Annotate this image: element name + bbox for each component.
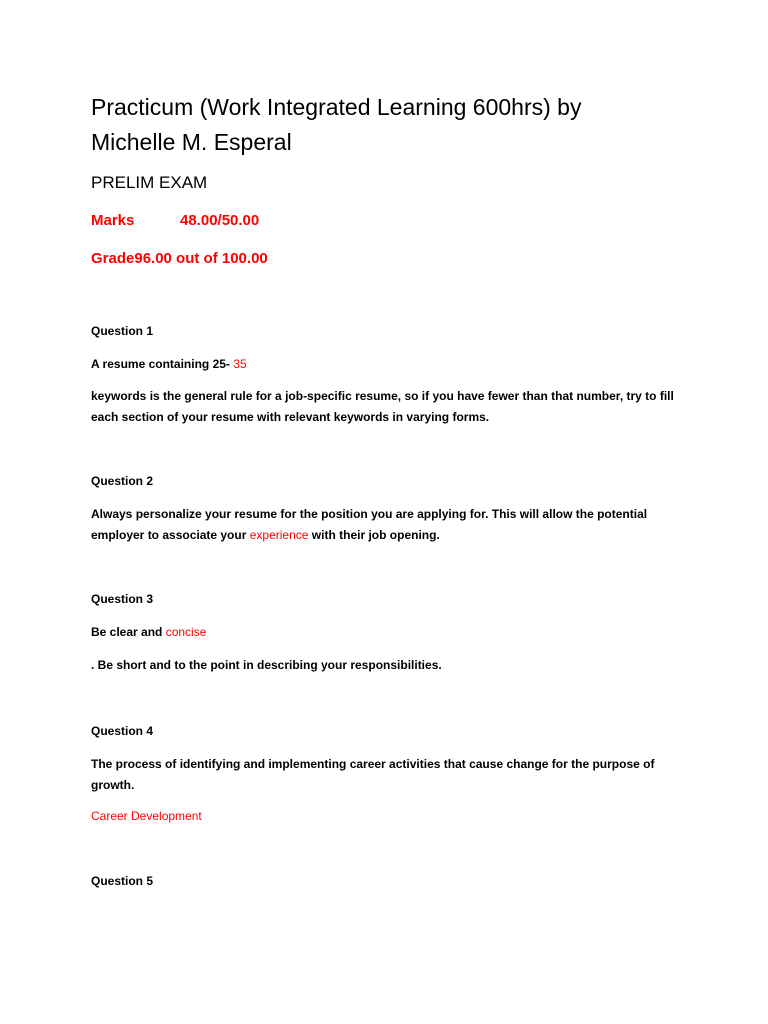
question-5-label: Question 5 <box>91 874 154 888</box>
question-3-prompt <box>91 622 681 643</box>
question-3-label: Question 3 <box>91 592 154 606</box>
question-4-prompt: The process of identifying and implementing career activities that cause change for the purpose of growth. <box>91 757 655 792</box>
document-title <box>91 90 681 160</box>
question-2-answer: experience <box>249 528 309 542</box>
marks-value: 48.00/50.00 <box>180 212 260 229</box>
question-3-answer: concise <box>165 625 207 639</box>
question-1-answer: 35 <box>233 357 247 371</box>
question-2-prompt-before: Always personalize your resume for the position you are applying for. This will allow the potential employer to associate your <box>91 507 648 542</box>
question-2-label: Question 2 <box>91 474 154 488</box>
question-2-prompt <box>91 504 681 546</box>
question-2-prompt-after: with their job opening. <box>308 528 440 542</box>
question-1-continuation: keywords is the general rule for a job-specific resume, so if you have fewer than that number, try to fill each section of your resume with relevant keywords in varying forms. <box>91 389 674 424</box>
title-line-1: Practicum (Work Integrated Learning 600hrs) by <box>91 94 582 120</box>
question-1-prompt-text: A resume containing 25- <box>91 357 234 371</box>
marks-label: Marks <box>91 212 135 229</box>
question-4-label: Question 4 <box>91 724 154 738</box>
question-1-label: Question 1 <box>91 324 154 338</box>
grade-text: Grade96.00 out of 100.00 <box>91 250 268 267</box>
question-3-continuation: . Be short and to the point in describing your responsibilities. <box>91 658 442 672</box>
document-page <box>91 90 681 890</box>
question-3-prompt-text: Be clear and <box>91 625 166 639</box>
title-line-2: Michelle M. Esperal <box>91 129 292 155</box>
question-4-answer: Career Development <box>91 809 202 823</box>
question-1-prompt <box>91 354 681 375</box>
marks-row <box>91 211 681 231</box>
exam-name: PRELIM EXAM <box>91 173 208 192</box>
